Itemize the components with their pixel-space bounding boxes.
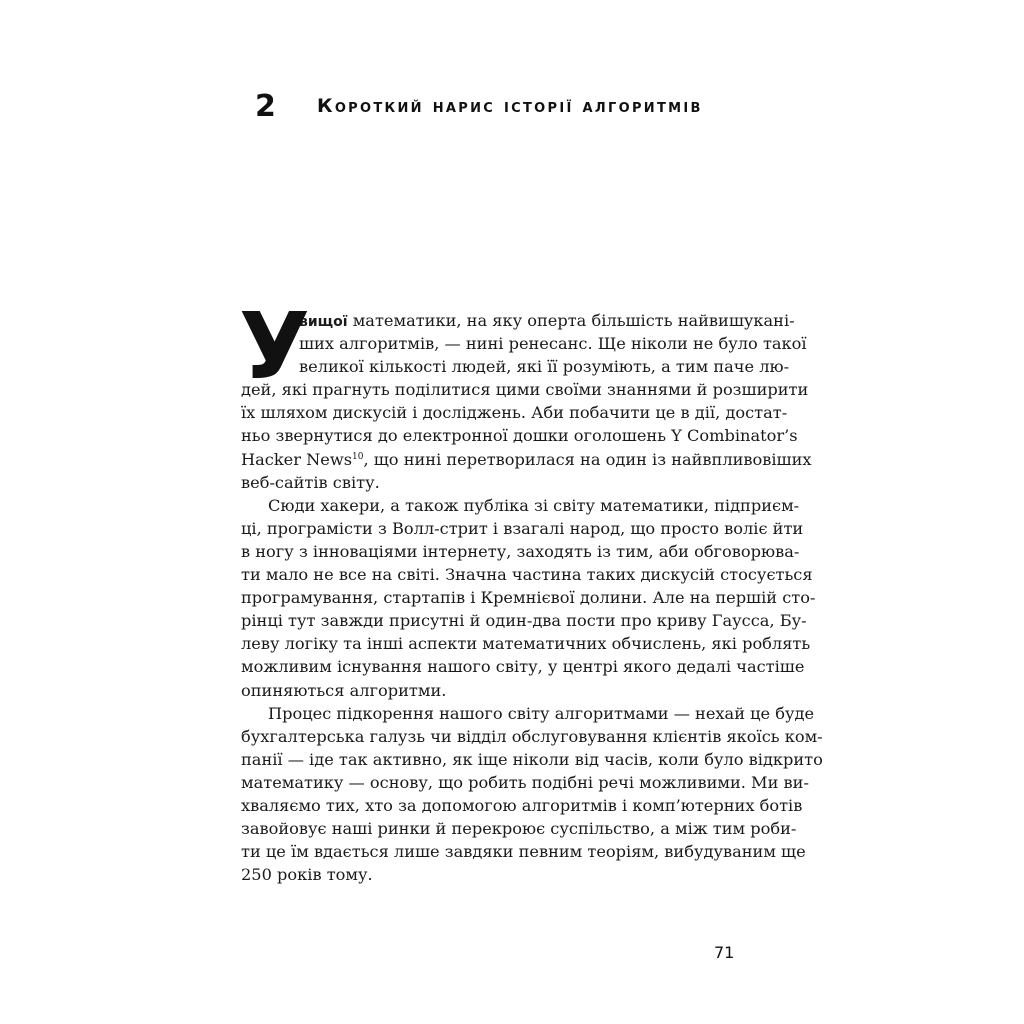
text-line: математику — основу, що робить подібні речі можливими. Ми ви- bbox=[241, 772, 809, 792]
text-line: Сюди хакери, а також публіка зі світу математики, підприєм- bbox=[268, 495, 800, 515]
text-line: Процес підкорення нашого світу алгоритмами — нехай це буде bbox=[268, 703, 815, 723]
text-line: можливим існування нашого світу, у центрі якого дедалі частіше bbox=[241, 657, 805, 677]
text-line: ших алгоритмів, — нині ренесанс. Ще ніколи не було такої bbox=[299, 334, 807, 354]
text-line: рінці тут завжди присутні й один-два пости про криву Гаусса, Бу- bbox=[241, 611, 807, 631]
text-line: вищої математики, на яку оперта більшість найвишукані- bbox=[299, 311, 795, 330]
text-line: ти мало не все на світі. Значна частина таких дискусій стосується bbox=[241, 565, 813, 585]
lead-word: вищої bbox=[299, 314, 348, 330]
text-line: ти це їм вдається лише завдяки певним теоріям, вибудуваним ще bbox=[241, 842, 806, 862]
text-line: дей, які прагнуть поділитися цими своїми знаннями й розширити bbox=[241, 380, 809, 400]
text-line: опиняються алгоритми. bbox=[241, 680, 447, 700]
text-line: програмування, стартапів і Кремнієвої долини. Але на першій сто- bbox=[241, 588, 816, 608]
text-line: ці, програмісти з Волл-стрит і взагалі народ, що просто воліє йти bbox=[241, 518, 804, 538]
text-line: в ногу з інноваціями інтернету, заходять із тим, аби обговорюва- bbox=[241, 541, 800, 561]
text-line: леву логіку та інші аспекти математичних обчислень, які роблять bbox=[241, 634, 811, 654]
drop-cap: У bbox=[239, 293, 310, 400]
text-line: веб-сайтів світу. bbox=[241, 472, 380, 492]
text-line: 250 років тому. bbox=[241, 865, 373, 885]
page-number: 71 bbox=[714, 943, 735, 962]
text-line: їх шляхом дискусій і досліджень. Аби побачити це в дії, достат- bbox=[241, 403, 788, 423]
text-line: панії — іде так активно, як іще ніколи від часів, коли було відкрито bbox=[241, 749, 823, 769]
chapter-heading bbox=[255, 86, 703, 126]
text-line: хваляємо тих, хто за допомогою алгоритмів і комп’ютерних ботів bbox=[241, 795, 803, 815]
footnote-reference[interactable]: 10 bbox=[352, 451, 364, 462]
text-line: великої кількості людей, які її розуміють, а тим паче лю- bbox=[299, 357, 790, 377]
text-line: ньо звернутися до електронної дошки оголошень Y Combinator’s bbox=[241, 426, 798, 446]
chapter-title: Короткий нарис історії алгоритмів bbox=[317, 95, 703, 117]
body-text bbox=[239, 293, 823, 886]
text-line: Hacker News$^{10}$, що нині перетворилася на один із найвпливовіших bbox=[241, 449, 812, 469]
text-line: бухгалтерська галузь чи відділ обслуговування клієнтів якоїсь ком- bbox=[241, 726, 823, 746]
chapter-number: 2 bbox=[255, 88, 276, 124]
text-line: завойовує наші ринки й перекроює суспільство, а між тим роби- bbox=[241, 819, 797, 839]
